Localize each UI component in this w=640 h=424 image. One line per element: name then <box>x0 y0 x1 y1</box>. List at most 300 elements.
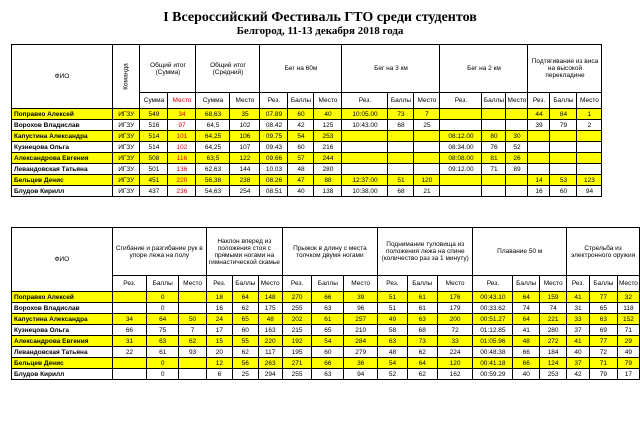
cell-m3: 21 <box>414 186 440 197</box>
cell-f1: 41 <box>567 336 590 347</box>
table-row <box>12 142 602 153</box>
cell-p2: 81 <box>482 153 506 164</box>
cell-m60: 216 <box>314 142 342 153</box>
athlete-name: Кузнецова Ольга <box>12 142 113 153</box>
header-team: Команда <box>113 45 140 109</box>
header-pushup: Сгибание и разгибание рук в упоре лежа на полу <box>112 228 206 276</box>
cell-e1: 00:33.62 <box>473 303 513 314</box>
table-row <box>12 153 602 164</box>
cell-c1: 192 <box>282 336 312 347</box>
cell-e2: 40 <box>513 369 540 380</box>
cell-avg: 56,38 <box>196 175 230 186</box>
cell-pp: 53 <box>550 175 577 186</box>
cell-r2: 08:08.00 <box>440 153 482 164</box>
header-points: Баллы <box>288 93 314 109</box>
cell-r3 <box>342 142 388 153</box>
cell-r2: 08:12.00 <box>440 131 482 142</box>
cell-sum: 514 <box>140 142 168 153</box>
cell-f3: 79 <box>617 358 639 369</box>
cell-e3: 253 <box>540 369 567 380</box>
cell-r60: 09.75 <box>260 131 288 142</box>
cell-d1: 51 <box>378 292 408 303</box>
cell-a2: 75 <box>147 325 179 336</box>
cell-r2 <box>440 186 482 197</box>
cell-f2: 77 <box>589 292 617 303</box>
cell-b2: 55 <box>232 336 258 347</box>
cell-e3: 159 <box>540 292 567 303</box>
cell-d2: 68 <box>407 325 437 336</box>
cell-b3: 263 <box>258 358 282 369</box>
cell-team: ИГЗУ <box>113 120 140 131</box>
cell-r60: 07.89 <box>260 109 288 120</box>
cell-c3: 39 <box>344 292 378 303</box>
table-row <box>12 336 640 347</box>
cell-c1: 255 <box>282 369 312 380</box>
cell-b1: 24 <box>207 314 233 325</box>
cell-avgPlace: 254 <box>230 186 260 197</box>
cell-a2: 0 <box>147 358 179 369</box>
cell-c3: 96 <box>344 303 378 314</box>
cell-sumPlace: 236 <box>168 186 196 197</box>
header-points: Баллы <box>147 276 179 292</box>
cell-e1: 01:12.85 <box>473 325 513 336</box>
cell-m3 <box>414 131 440 142</box>
header-res: Рез. <box>342 93 388 109</box>
cell-e2: 41 <box>513 325 540 336</box>
cell-b2: 56 <box>232 358 258 369</box>
header-jump: Прыжок в длину с места толчком двумя ногами <box>282 228 377 276</box>
cell-a1 <box>112 292 147 303</box>
cell-p3 <box>388 164 414 175</box>
cell-mp <box>577 142 602 153</box>
cell-a2: 63 <box>147 336 179 347</box>
cell-b2: 64 <box>232 292 258 303</box>
cell-d2: 73 <box>407 336 437 347</box>
cell-sumPlace: 102 <box>168 142 196 153</box>
cell-team: ИГЗУ <box>113 131 140 142</box>
cell-avgPlace: 144 <box>230 164 260 175</box>
cell-r2 <box>440 109 482 120</box>
header-points: Баллы <box>513 276 540 292</box>
cell-p60: 54 <box>288 131 314 142</box>
cell-p3: 68 <box>388 186 414 197</box>
table-row <box>12 109 602 120</box>
header-points: Баллы <box>407 276 437 292</box>
cell-avgPlace: 238 <box>230 175 260 186</box>
header-res: Рез. <box>473 276 513 292</box>
cell-a2: 0 <box>147 369 179 380</box>
cell-d2: 61 <box>407 303 437 314</box>
header-res: Рез. <box>282 276 312 292</box>
cell-c2: 65 <box>312 325 344 336</box>
cell-p3: 51 <box>388 175 414 186</box>
cell-c2: 60 <box>312 347 344 358</box>
cell-c3: 284 <box>344 336 378 347</box>
cell-r3: 10:38.00 <box>342 186 388 197</box>
cell-rp: 16 <box>528 186 550 197</box>
cell-rp <box>528 153 550 164</box>
athlete-name: Ворохов Владислав <box>12 120 113 131</box>
cell-a1: 34 <box>112 314 147 325</box>
cell-f2: 65 <box>589 303 617 314</box>
athlete-name: Бельцев Денис <box>12 175 113 186</box>
cell-r3 <box>342 153 388 164</box>
cell-e3: 184 <box>540 347 567 358</box>
header-res: Рез. <box>440 93 482 109</box>
cell-sum: 501 <box>140 164 168 175</box>
cell-d3: 176 <box>437 292 473 303</box>
cell-b3: 163 <box>258 325 282 336</box>
cell-avg: 64,5 <box>196 120 230 131</box>
cell-sum: 437 <box>140 186 168 197</box>
cell-f2: 69 <box>589 325 617 336</box>
cell-r2 <box>440 175 482 186</box>
cell-e3: 280 <box>540 325 567 336</box>
cell-f1: 31 <box>567 303 590 314</box>
header-res: Рез. <box>260 93 288 109</box>
cell-r60: 10.03 <box>260 164 288 175</box>
cell-d1: 54 <box>378 358 408 369</box>
cell-m3 <box>414 164 440 175</box>
cell-avg: 62,63 <box>196 164 230 175</box>
cell-pp: 60 <box>550 186 577 197</box>
cell-a2: 0 <box>147 292 179 303</box>
cell-e1: 00:48.38 <box>473 347 513 358</box>
cell-p2 <box>482 186 506 197</box>
cell-m60: 40 <box>314 109 342 120</box>
cell-b2: 65 <box>232 314 258 325</box>
cell-a1: 22 <box>112 347 147 358</box>
cell-e1: 01:05.96 <box>473 336 513 347</box>
cell-m60: 138 <box>314 186 342 197</box>
cell-mp: 1 <box>577 109 602 120</box>
cell-d1: 48 <box>378 347 408 358</box>
cell-mp: 2 <box>577 120 602 131</box>
cell-d2: 64 <box>407 358 437 369</box>
cell-c2: 66 <box>312 292 344 303</box>
header-points: Баллы <box>388 93 414 109</box>
header-pullup: Подтягивание из виса на высокой перекладине <box>528 45 602 93</box>
cell-m3: 120 <box>414 175 440 186</box>
cell-m60: 244 <box>314 153 342 164</box>
cell-e3: 124 <box>540 358 567 369</box>
cell-a3 <box>179 292 207 303</box>
cell-r3: 10:05.00 <box>342 109 388 120</box>
header-total-avg: Общий итог (Средний) <box>196 45 260 93</box>
cell-pp <box>550 164 577 175</box>
cell-d1: 63 <box>378 336 408 347</box>
table-row <box>12 120 602 131</box>
cell-m2 <box>506 186 528 197</box>
cell-b1: 16 <box>207 303 233 314</box>
cell-m2: 52 <box>506 142 528 153</box>
cell-sum: 514 <box>140 131 168 142</box>
cell-f3: 71 <box>617 325 639 336</box>
cell-a2: 61 <box>147 347 179 358</box>
header-place: Место <box>258 276 282 292</box>
cell-d2: 62 <box>407 369 437 380</box>
header-place: Место <box>314 93 342 109</box>
table-row <box>12 358 640 369</box>
header-bend: Наклон вперед из положения стоя с прямыми ногами на гимнастической скамье <box>207 228 283 276</box>
cell-sum: 451 <box>140 175 168 186</box>
cell-b1: 6 <box>207 369 233 380</box>
header-place: Место <box>414 93 440 109</box>
cell-m60: 253 <box>314 131 342 142</box>
cell-e2: 66 <box>513 358 540 369</box>
cell-b3: 294 <box>258 369 282 380</box>
cell-team: ИГЗУ <box>113 153 140 164</box>
cell-p2 <box>482 175 506 186</box>
header-points: Баллы <box>550 93 577 109</box>
cell-d1: 58 <box>378 325 408 336</box>
cell-r60: 09.43 <box>260 142 288 153</box>
header-place: Место <box>344 276 378 292</box>
cell-rp: 39 <box>528 120 550 131</box>
cell-c1: 271 <box>282 358 312 369</box>
cell-a3 <box>179 358 207 369</box>
cell-a3: 62 <box>179 336 207 347</box>
cell-f1: 41 <box>567 292 590 303</box>
cell-mp <box>577 131 602 142</box>
athlete-name: Поправко Алексей <box>12 292 113 303</box>
cell-m2 <box>506 175 528 186</box>
cell-d3: 120 <box>437 358 473 369</box>
cell-e2: 74 <box>513 303 540 314</box>
cell-avg: 64,25 <box>196 142 230 153</box>
header-place: Место <box>230 93 260 109</box>
cell-c1: 270 <box>282 292 312 303</box>
cell-m3 <box>414 142 440 153</box>
cell-f3: 32 <box>617 292 639 303</box>
cell-r3: 12:37.00 <box>342 175 388 186</box>
cell-r3 <box>342 164 388 175</box>
cell-m60: 125 <box>314 120 342 131</box>
cell-avg: 54,63 <box>196 186 230 197</box>
cell-team: ИГЗУ <box>113 164 140 175</box>
header-sum: Сумма <box>140 93 168 109</box>
cell-rp <box>528 131 550 142</box>
header-fio: ФИО <box>12 228 113 292</box>
cell-p3: 73 <box>388 109 414 120</box>
header-place: Место <box>506 93 528 109</box>
cell-f3: 152 <box>617 314 639 325</box>
cell-f2: 79 <box>589 369 617 380</box>
table-row <box>12 314 640 325</box>
cell-m2: 89 <box>506 164 528 175</box>
cell-avgPlace: 106 <box>230 131 260 142</box>
cell-p3: 68 <box>388 120 414 131</box>
cell-p3 <box>388 153 414 164</box>
cell-m3: 25 <box>414 120 440 131</box>
cell-f1: 40 <box>567 347 590 358</box>
cell-rp <box>528 142 550 153</box>
table-row <box>12 131 602 142</box>
table-row <box>12 325 640 336</box>
document-subtitle: Белгород, 11-13 декабря 2018 года <box>236 25 404 37</box>
cell-d2: 63 <box>407 314 437 325</box>
cell-a1 <box>112 358 147 369</box>
cell-c3: 36 <box>344 358 378 369</box>
cell-d1: 51 <box>378 303 408 314</box>
cell-c2: 66 <box>312 358 344 369</box>
header-place: Место <box>168 93 196 109</box>
cell-e2: 66 <box>513 347 540 358</box>
cell-sum: 549 <box>140 109 168 120</box>
cell-d3: 224 <box>437 347 473 358</box>
header-place: Место <box>179 276 207 292</box>
cell-rp <box>528 164 550 175</box>
cell-c2: 54 <box>312 336 344 347</box>
cell-f1: 37 <box>567 358 590 369</box>
cell-r60: 09.66 <box>260 153 288 164</box>
cell-r60: 08.51 <box>260 186 288 197</box>
cell-m60: 280 <box>314 164 342 175</box>
cell-avg: 68,63 <box>196 109 230 120</box>
header-shoot: Стрельба из электронного оружия <box>567 228 640 276</box>
cell-f3: 118 <box>617 303 639 314</box>
cell-b3: 48 <box>258 314 282 325</box>
cell-d3: 33 <box>437 336 473 347</box>
cell-f2: 71 <box>589 358 617 369</box>
cell-sumPlace: 220 <box>168 175 196 186</box>
cell-c1: 255 <box>282 303 312 314</box>
cell-d3: 72 <box>437 325 473 336</box>
cell-a2: 64 <box>147 314 179 325</box>
cell-a3: 93 <box>179 347 207 358</box>
header-points: Баллы <box>482 93 506 109</box>
cell-b1: 15 <box>207 336 233 347</box>
cell-m2: 30 <box>506 131 528 142</box>
header-sum: Сумма <box>196 93 230 109</box>
cell-e3: 74 <box>540 303 567 314</box>
cell-team: ИГЗУ <box>113 186 140 197</box>
cell-p60: 60 <box>288 109 314 120</box>
athlete-name: Ворохов Владислав <box>12 303 113 314</box>
cell-mp <box>577 164 602 175</box>
cell-d3: 200 <box>437 314 473 325</box>
results-table-1 <box>11 44 602 197</box>
cell-avg: 64,25 <box>196 131 230 142</box>
cell-a1 <box>112 369 147 380</box>
header-points: Баллы <box>232 276 258 292</box>
table-row <box>12 369 640 380</box>
cell-m2 <box>506 109 528 120</box>
cell-d1: 49 <box>378 314 408 325</box>
cell-e3: 272 <box>540 336 567 347</box>
athlete-name: Кузнецова Ольга <box>12 325 113 336</box>
header-place: Место <box>437 276 473 292</box>
cell-f2: 77 <box>589 336 617 347</box>
cell-b1: 17 <box>207 325 233 336</box>
cell-a3 <box>179 369 207 380</box>
cell-b2: 62 <box>232 347 258 358</box>
cell-a1: 66 <box>112 325 147 336</box>
cell-sum: 508 <box>140 153 168 164</box>
cell-p2 <box>482 120 506 131</box>
cell-avgPlace: 102 <box>230 120 260 131</box>
cell-f3: 17 <box>617 369 639 380</box>
cell-b2: 25 <box>232 369 258 380</box>
cell-m3 <box>414 153 440 164</box>
cell-sumPlace: 97 <box>168 120 196 131</box>
cell-b2: 62 <box>232 303 258 314</box>
cell-m60: 88 <box>314 175 342 186</box>
header-res: Рез. <box>112 276 147 292</box>
cell-f1: 33 <box>567 314 590 325</box>
athlete-name: Блудов Кирилл <box>12 369 113 380</box>
cell-rp: 14 <box>528 175 550 186</box>
cell-p60: 48 <box>288 164 314 175</box>
cell-f2: 63 <box>589 314 617 325</box>
cell-pp <box>550 153 577 164</box>
athlete-name: Левандовская Татьяна <box>12 164 113 175</box>
cell-c2: 63 <box>312 303 344 314</box>
cell-p60: 47 <box>288 175 314 186</box>
cell-mp: 94 <box>577 186 602 197</box>
cell-p60: 60 <box>288 142 314 153</box>
cell-f1: 42 <box>567 369 590 380</box>
table-row <box>12 186 602 197</box>
cell-e1: 00:41.18 <box>473 358 513 369</box>
cell-f3: 29 <box>617 336 639 347</box>
cell-avgPlace: 35 <box>230 109 260 120</box>
cell-a3 <box>179 303 207 314</box>
header-place: Место <box>540 276 567 292</box>
cell-sumPlace: 101 <box>168 131 196 142</box>
cell-b3: 175 <box>258 303 282 314</box>
header-run-3km: Бег на 3 км <box>342 45 440 93</box>
header-situp: Поднимание туловища из положения лежа на спине (количество раз за 1 минуту) <box>378 228 473 276</box>
cell-r60: 08.26 <box>260 175 288 186</box>
cell-pp <box>550 142 577 153</box>
cell-sumPlace: 34 <box>168 109 196 120</box>
cell-r2 <box>440 120 482 131</box>
cell-e2: 48 <box>513 336 540 347</box>
cell-d2: 61 <box>407 292 437 303</box>
cell-r3: 10:43.00 <box>342 120 388 131</box>
cell-r2: 08:34.00 <box>440 142 482 153</box>
cell-p60: 40 <box>288 186 314 197</box>
cell-p3 <box>388 131 414 142</box>
cell-c1: 195 <box>282 347 312 358</box>
cell-e2: 64 <box>513 292 540 303</box>
cell-p60: 42 <box>288 120 314 131</box>
results-table-2 <box>11 227 640 380</box>
cell-b3: 220 <box>258 336 282 347</box>
cell-p60: 57 <box>288 153 314 164</box>
cell-c2: 61 <box>312 314 344 325</box>
cell-sumPlace: 136 <box>168 164 196 175</box>
cell-r3 <box>342 131 388 142</box>
cell-rp: 44 <box>528 109 550 120</box>
cell-sumPlace: 116 <box>168 153 196 164</box>
cell-b3: 148 <box>258 292 282 303</box>
cell-pp: 84 <box>550 109 577 120</box>
cell-r60: 08.42 <box>260 120 288 131</box>
header-run-2km: Бег на 2 км <box>440 45 528 93</box>
cell-p2: 71 <box>482 164 506 175</box>
cell-b1: 18 <box>207 292 233 303</box>
header-fio: ФИО <box>12 45 113 109</box>
cell-pp: 79 <box>550 120 577 131</box>
cell-e1: 00:43.10 <box>473 292 513 303</box>
cell-p2: 80 <box>482 131 506 142</box>
header-points: Баллы <box>312 276 344 292</box>
cell-a2: 0 <box>147 303 179 314</box>
cell-e1: 00:59.29 <box>473 369 513 380</box>
cell-a1 <box>112 303 147 314</box>
